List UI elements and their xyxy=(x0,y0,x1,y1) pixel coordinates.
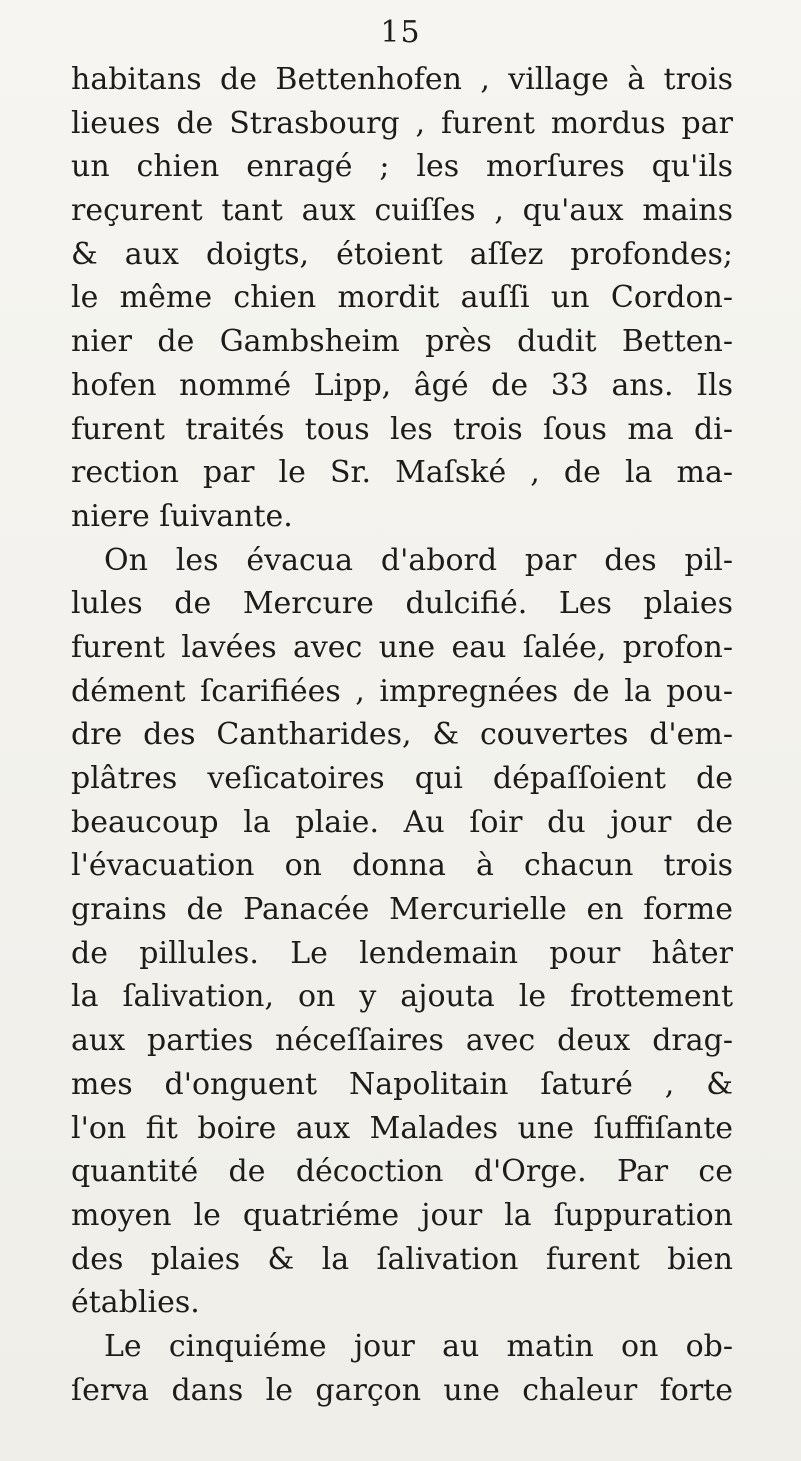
text-line: mes d'onguent Napolitain ſaturé , & xyxy=(71,1066,733,1102)
text-line: dément ſcarifiées , impregnées de la pou- xyxy=(71,673,733,709)
text-line: l'évacuation on donna à chacun trois xyxy=(71,848,733,884)
text-line: hofen nommé Lipp, âgé de 33 ans. Ils xyxy=(71,367,733,403)
text-line: niere ſuivante. xyxy=(71,498,293,534)
text-line: le même chien mordit auſſi un Cordon- xyxy=(71,280,733,316)
text-line: des plaies & la ſalivation furent bien xyxy=(71,1241,733,1277)
text-line: quantité de décoction d'Orge. Par ce xyxy=(71,1154,733,1190)
text-line: Le cinquiéme jour au matin on ob- xyxy=(104,1328,733,1364)
text-line: beaucoup la plaie. Au ſoir du jour de xyxy=(71,804,733,840)
text-line: établies. xyxy=(71,1285,200,1321)
text-line: aux parties néceſſaires avec deux drag- xyxy=(71,1023,733,1059)
text-line: lieues de Strasbourg , furent mordus par xyxy=(71,105,733,141)
text-line: reçurent tant aux cuiſſes , qu'aux mains xyxy=(71,193,733,229)
text-line: un chien enragé ; les morſures qu'ils xyxy=(71,149,733,185)
text-line: plâtres veſicatoires qui dépaſſoient de xyxy=(71,761,733,796)
text-line: moyen le quatriéme jour la ſuppuration xyxy=(71,1197,733,1233)
text-line: lules de Mercure dulcifié. Les plaies xyxy=(71,586,733,622)
text-line: furent lavées avec une eau ſalée, profon- xyxy=(71,629,733,665)
text-line: habitans de Bettenhofen , village à trois xyxy=(71,62,733,97)
body-text xyxy=(71,58,733,1412)
text-line: On les évacua d'abord par des pil- xyxy=(104,542,733,578)
text-line: de pillules. Le lendemain pour hâter xyxy=(71,935,733,971)
page-number: 15 xyxy=(380,15,421,50)
text-line: nier de Gambsheim près dudit Betten- xyxy=(71,324,733,360)
text-line: rection par le Sr. Maſské , de la ma- xyxy=(71,455,733,491)
text-line: furent traités tous les trois ſous ma di- xyxy=(71,411,733,447)
text-line: l'on fit boire aux Malades une ſuffiſante xyxy=(71,1110,733,1146)
text-line: & aux doigts, étoient aſſez profondes; xyxy=(71,236,733,272)
text-line: ſerva dans le garçon une chaleur forte xyxy=(71,1372,733,1408)
text-line: grains de Panacée Mercurielle en forme xyxy=(71,892,733,928)
text-line: la ſalivation, on y ajouta le frottement xyxy=(71,979,733,1015)
text-line: dre des Cantharides, & couvertes d'em- xyxy=(71,717,733,753)
